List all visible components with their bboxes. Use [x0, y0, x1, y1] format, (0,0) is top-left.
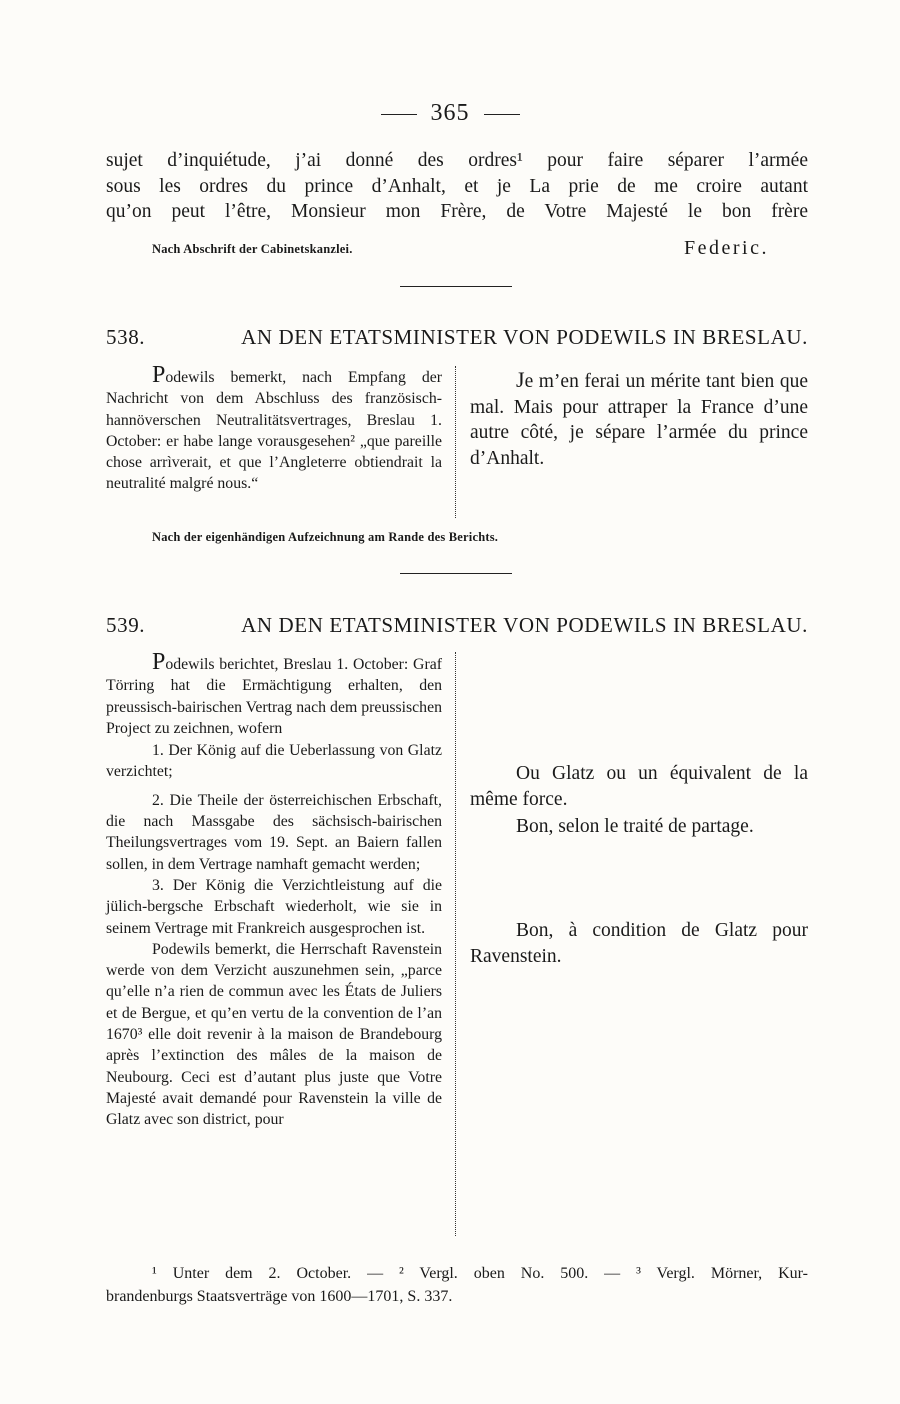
letter-end [106, 148, 808, 225]
section-divider [400, 573, 512, 574]
column-divider [455, 366, 456, 518]
doc538-heading [106, 325, 808, 350]
doc538-reply [470, 367, 808, 471]
doc539-intro-text: odewils berichtet, Breslau 1. October: Graf Törring hat die Ermächtigung erhalten, den preussisch-bairischen Vertrag nach dem preussischen Project zu zeichnen, wofern [106, 656, 442, 737]
letter-line: qu’on peut l’être, Monsieur mon Frère, de Votre Majesté le bon frère [106, 201, 808, 222]
letter-line: sujet d’inquiétude, j’ai donné des ordres¹ pour faire séparer l’armée [106, 150, 808, 171]
doc539-summary [106, 649, 442, 1131]
doc539-intro-initial: P [152, 649, 166, 675]
doc539-title: AN DEN ETATSMINISTER VON PODEWILS IN BRESLAU. [241, 613, 808, 637]
source-note-autograph: Nach der eigenhändigen Aufzeichnung am Rande des Berichts. [152, 530, 499, 544]
doc539-reply-3: Bon, à condition de Glatz pour Ravenstein. [470, 920, 808, 967]
page-number-value: 365 [430, 100, 470, 126]
signature: Federic. [684, 237, 769, 259]
doc538-summary-text: odewils bemerkt, nach Empfang der Nachricht von dem Abschluss des französisch-hannöverschen Neutralitätsvertrages, Breslau 1. October: er habe lange vorausgesehen² „que pareille chose arrìverait, et que l’Angleterre obtiendrait la neutralité malgré nous.“ [106, 369, 442, 493]
section-divider [400, 286, 512, 287]
footnote-line-2: brandenburgs Staatsverträge von 1600—1701, S. 337. [106, 1288, 453, 1305]
doc539-point-2: 2. Die Theile der österreichischen Erbschaft, die nach Massgabe des sächsisch-bairischen Theilungsvertrages vom 19. Sept. an Baiern fallen sollen, in dem Vertrage namhaft gemacht werden; [106, 791, 442, 873]
doc539-point-3: 3. Der König die Verzichtleistung auf die jülich-bergsche Erbschaft wiederholt, wie sie in seinem Vertrage mit Frankreich ausgesprochen ist. [106, 876, 442, 937]
doc539-reply-2: Bon, selon le traité de partage. [516, 816, 754, 837]
doc539-number: 539. [106, 613, 146, 637]
doc538-summary [106, 362, 442, 495]
footnote-line-1: ¹ Unter dem 2. October. — ² Vergl. oben No. 500. — ³ Vergl. Mörner, Kur- [152, 1265, 808, 1282]
doc539-reply-1: Ou Glatz ou un équivalent de la même force. [470, 763, 808, 810]
doc538-title: AN DEN ETATSMINISTER VON PODEWILS IN BRESLAU. [241, 325, 808, 349]
doc538-summary-initial: P [152, 362, 166, 388]
doc539-heading [106, 613, 808, 638]
doc538-number: 538. [106, 325, 146, 349]
column-divider [455, 652, 456, 1236]
doc538-reply-initial: J [516, 367, 525, 392]
footnotes [106, 1262, 808, 1308]
doc538-reply-text: e m’en ferai un mérite tant bien que mal. Mais pour attraper la France d’une autre côté, je sépare l’armée du prince d’Anhalt. [470, 371, 808, 469]
page-number [0, 100, 900, 127]
doc539-podewils-note: Podewils bemerkt, die Herrschaft Ravenstein werde von dem Verzicht auszunehmen sein, „parce qu’elle n’a rien de commun avec les États de Juliers et de Bergue, et qu’en vertu de la convention de l’an 1670³ elle doit revenir à la maison de Brandebourg après l’extinction des mâles de la maison de Neubourg. Ceci est d’autant plus juste que Votre Majesté avait demandé pour Ravenstein la ville de Glatz avec son district, pour [106, 940, 442, 1129]
letter-line: sous les ordres du prince d’Anhalt, et je La prie de me croire autant [106, 175, 808, 197]
source-note-cabinet: Nach Abschrift der Cabinetskanzlei. [152, 242, 353, 256]
doc539-point-1: 1. Der König auf die Ueberlassung von Glatz verzichtet; [106, 742, 442, 781]
